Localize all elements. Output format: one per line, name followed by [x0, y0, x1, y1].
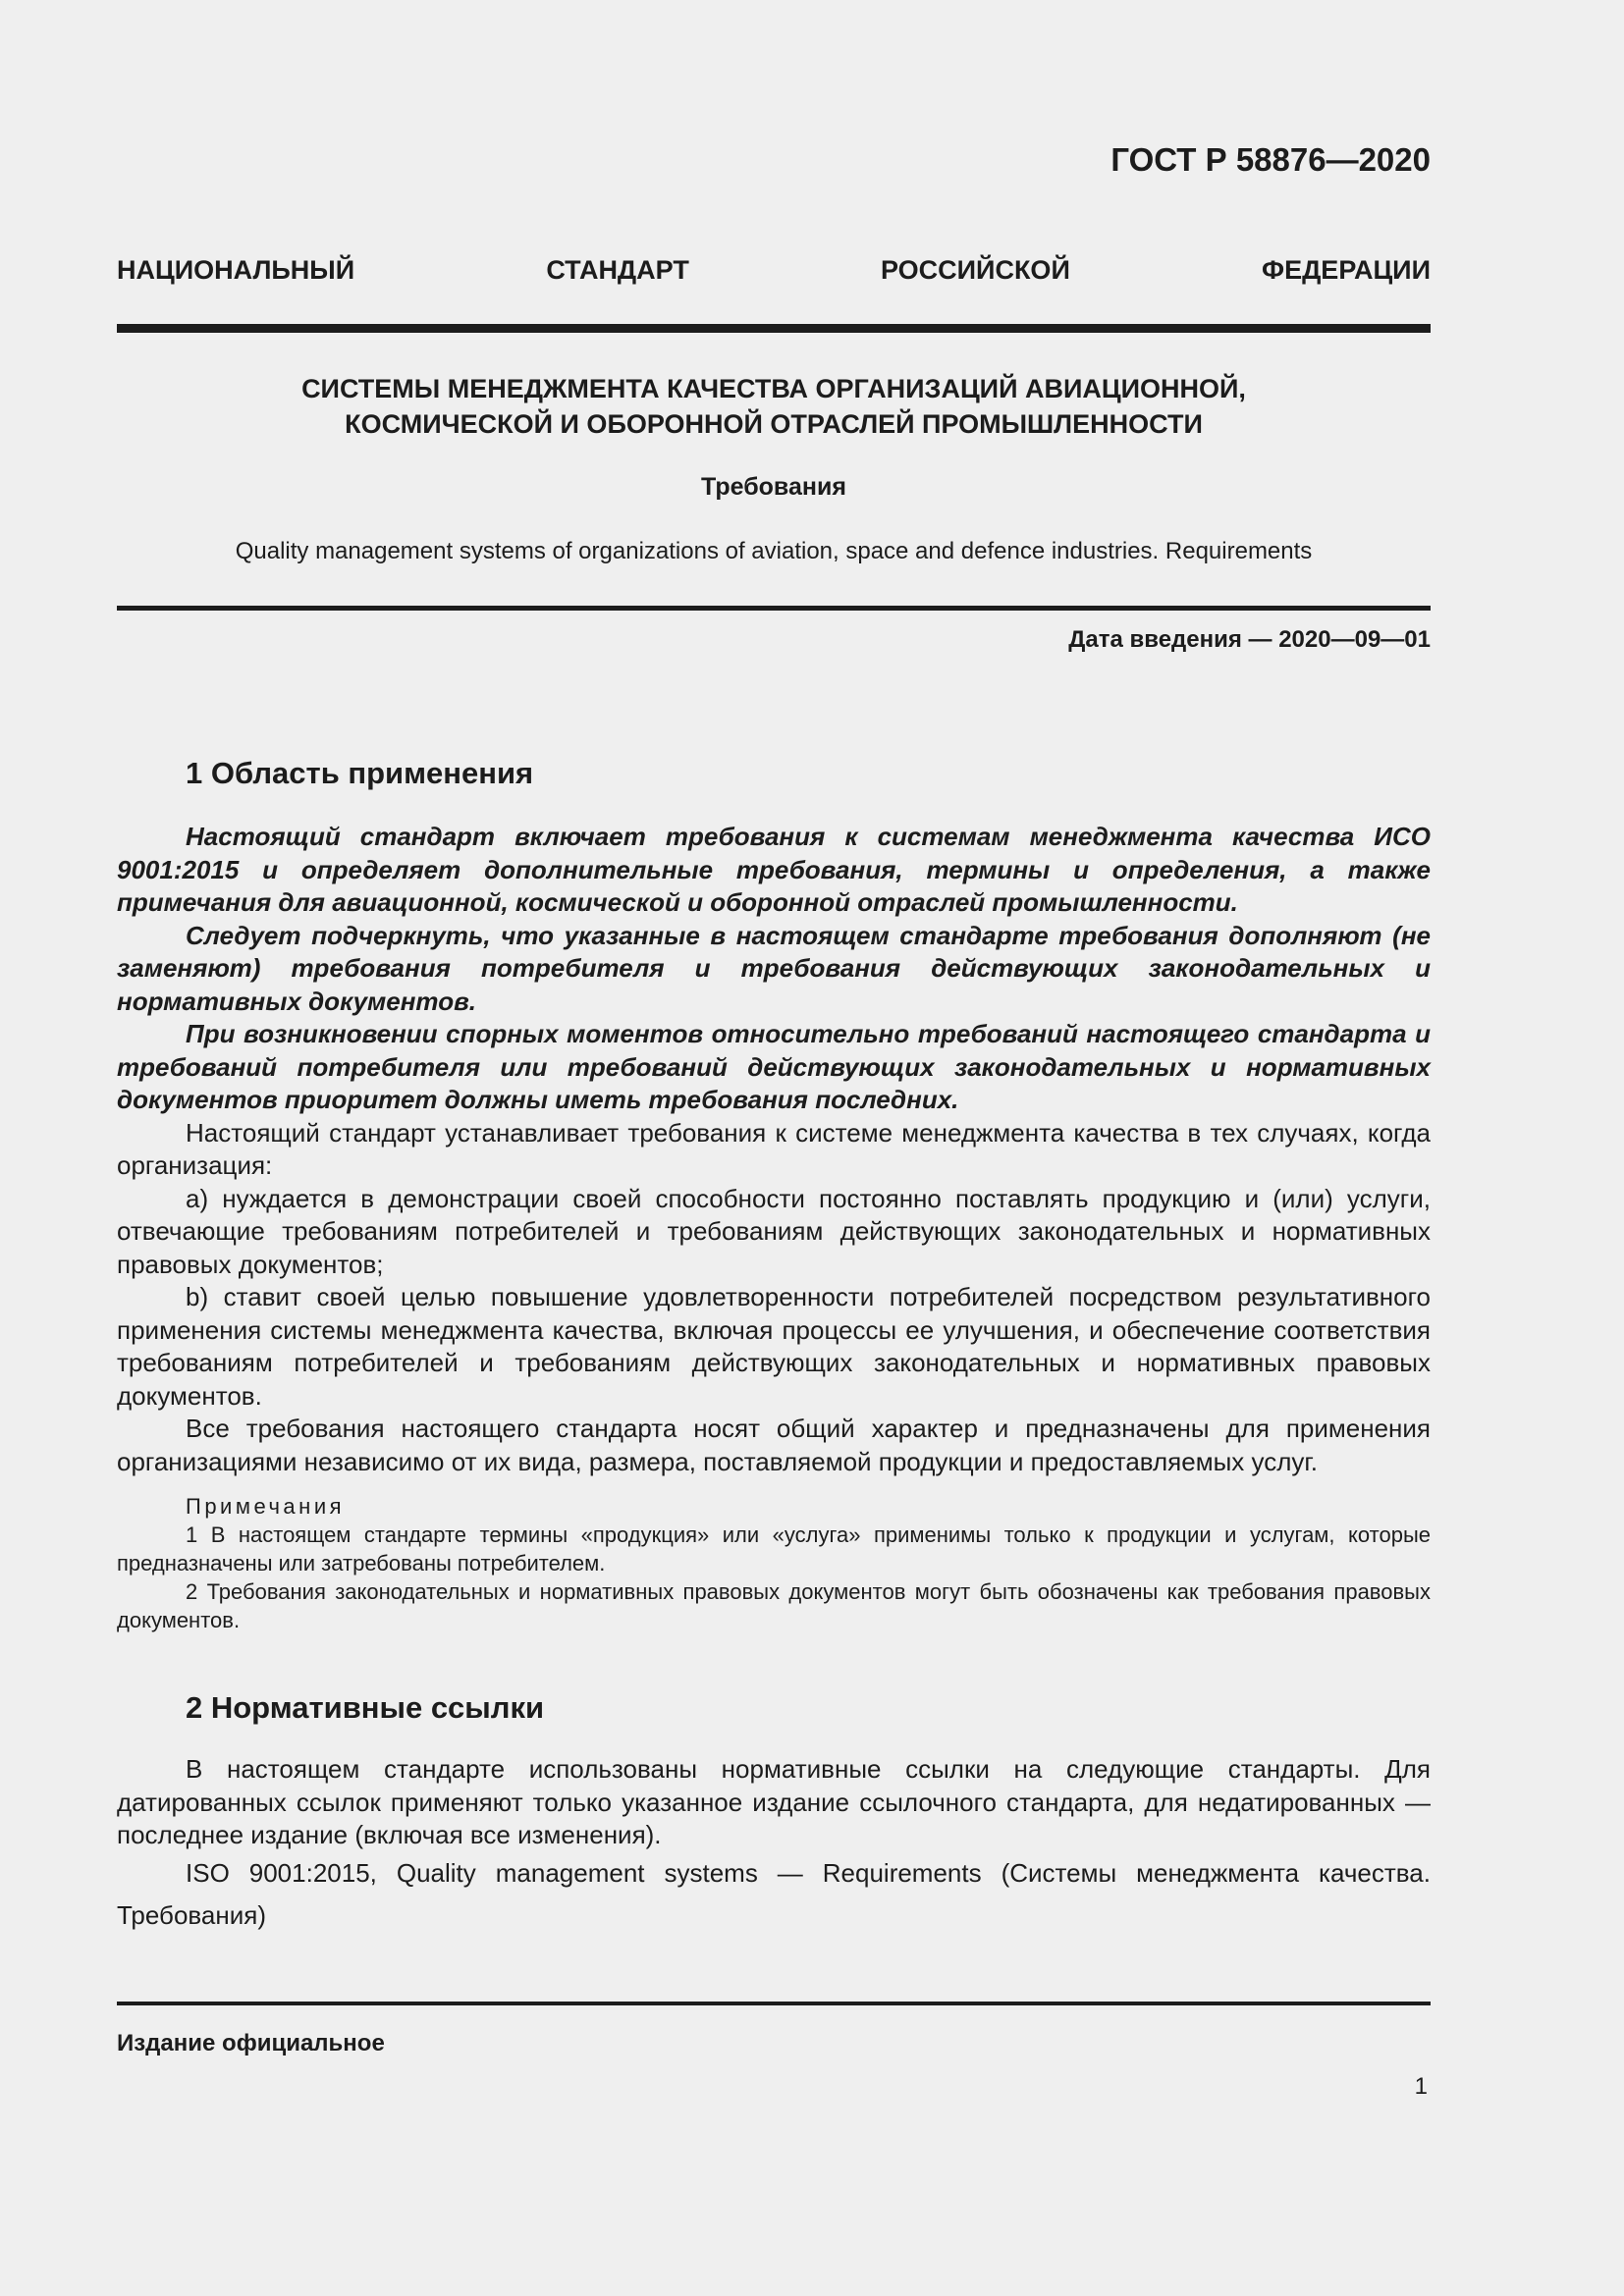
section-1-body: [117, 821, 1431, 1478]
section-2-body: [117, 1753, 1431, 1937]
section-1-heading: 1 Область применения: [186, 756, 534, 790]
introduction-date: Дата введения — 2020—09—01: [1068, 626, 1431, 653]
paragraph: При возникновении спорных моментов относительно требований настоящего стандарта и требований потребителя или требований действующих законодательных и нормативных документов приоритет должны иметь требования последних.: [117, 1019, 1431, 1114]
title-line-1: СИСТЕМЫ МЕНЕДЖМЕНТА КАЧЕСТВА ОРГАНИЗАЦИЙ АВИАЦИОННОЙ,: [301, 374, 1246, 403]
title-divider: [117, 606, 1431, 611]
note-2: 2 Требования законодательных и нормативных правовых документов могут быть обозначены как требования правовых документов.: [117, 1579, 1431, 1632]
english-title: Quality management systems of organizations of aviation, space and defence industries. Requirements: [235, 538, 1313, 564]
paragraph: Настоящий стандарт устанавливает требования к системе менеджмента качества в тех случаях, когда организация:: [117, 1117, 1431, 1180]
title-line-2: КОСМИЧЕСКОЙ И ОБОРОННОЙ ОТРАСЛЕЙ ПРОМЫШЛЕННОСТИ: [345, 409, 1203, 439]
edition-label: Издание официальное: [117, 2030, 385, 2056]
section-2-heading: 2 Нормативные ссылки: [186, 1690, 545, 1725]
note-1: 1 В настоящем стандарте термины «продукция» или «услуга» применимы только к продукции и услугам, которые предназначены или затребованы потребителем.: [117, 1522, 1431, 1575]
page-number: 1: [1414, 2073, 1428, 2100]
list-item-b: b) ставит своей целью повышение удовлетворенности потребителей посредством результативного применения системы менеджмента качества, включая процессы ее улучшения, и обеспечение соответствия требованиям потребителей и требованиям действующих законодательных и нормативных правовых документов.: [117, 1282, 1431, 1411]
paragraph: В настоящем стандарте использованы нормативные ссылки на следующие стандарты. Для датированных ссылок применяют только указанное издание ссылочного стандарта, для недатированных — последнее издание (включая все изменения).: [117, 1754, 1431, 1849]
footer-divider: [117, 2002, 1431, 2005]
document-subtitle: Требования: [701, 473, 846, 501]
header-divider: [117, 324, 1431, 333]
paragraph: Все требования настоящего стандарта носят общий характер и предназначены для применения организациями независимо от их вида, размера, поставляемой продукции и предоставляемых услуг.: [117, 1414, 1431, 1476]
notes-heading: Примечания: [186, 1494, 346, 1519]
reference-item: ISO 9001:2015, Quality management systems — Requirements (Системы менеджмента качества. Требования): [117, 1857, 1431, 1930]
standard-number: ГОСТ Р 58876—2020: [1110, 141, 1431, 178]
federation-title: НАЦИОНАЛЬНЫЙ СТАНДАРТ РОССИЙСКОЙ ФЕДЕРАЦИИ: [117, 255, 1431, 285]
paragraph: Настоящий стандарт включает требования к системам менеджмента качества ИСО 9001:2015 и определяет дополнительные требования, термины и определения, а также примечания для авиационной, космической и оборонной отраслей промышленности.: [117, 822, 1431, 917]
paragraph: Следует подчеркнуть, что указанные в настоящем стандарте требования дополняют (не заменяют) требования потребителя и требования действующих законодательных и нормативных документов.: [117, 920, 1431, 1016]
list-item-a: a) нуждается в демонстрации своей способности постоянно поставлять продукцию и (или) услуги, отвечающие требованиям потребителей и требованиям действующих законодательных и нормативных правовых документов;: [117, 1183, 1431, 1279]
document-title: [117, 371, 1431, 442]
notes-block: [117, 1492, 1431, 1634]
